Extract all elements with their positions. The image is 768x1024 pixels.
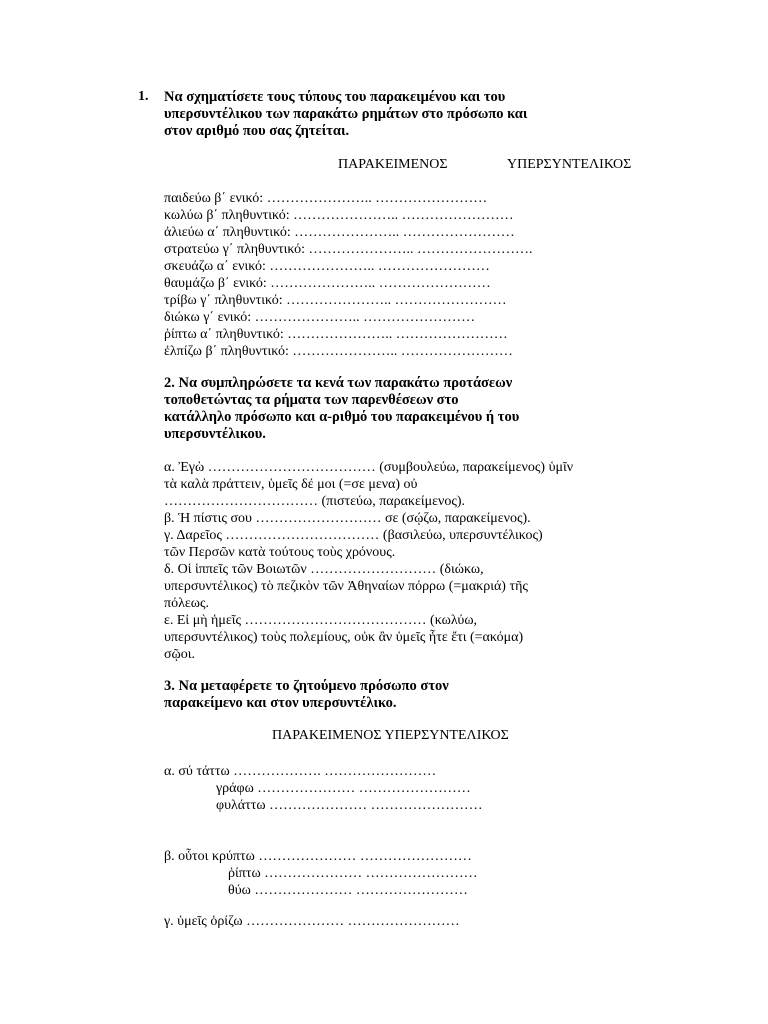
q3-a-line-3: φυλάττω ………………… …………………… (216, 798, 483, 813)
q2-text-line: …………………………… (πιστεύω, παρακείμενος). (164, 494, 466, 509)
q1-item: ῥίπτω α΄ πληθυντικό: ………………….. …………………… (164, 327, 508, 342)
q1-number: 1. (138, 89, 149, 104)
q3-b-line-2: ῥίπτω ………………… …………………… (228, 866, 478, 881)
q2-text-line: δ. Οἱ ἱππεῖς τῶν Βοιωτῶν ……………………… (διώκω, (164, 562, 484, 577)
q1-instruction-line-3: στον αριθμό που σας ζητείται. (164, 123, 350, 139)
q2-text-line: σῷοι. (164, 647, 196, 662)
q1-item: ἐλπίζω β΄ πληθυντικό: ………………….. …………………… (164, 344, 513, 359)
q1-item: τρίβω γ΄ πληθυντικό: ………………….. …………………… (164, 293, 507, 308)
q1-instruction-line-2: υπερσυντέλικου των παρακάτω ρημάτων στο πρόσωπο και (164, 106, 528, 122)
q1-item: ἀλιεύω α΄ πληθυντικό: ………………….. …………………… (164, 225, 515, 240)
q2-text-line: πόλεως. (164, 596, 209, 611)
q3-b-line-3: θύω ………………… …………………… (228, 883, 468, 898)
q2-instruction-line-4: υπερσυντέλικου. (164, 426, 266, 442)
q1-item: σκευάζω α΄ ενικό: ………………….. …………………… (164, 259, 490, 274)
q3-c-line-1: γ. ὑμεῖς ὁρίζω ………………… …………………… (164, 914, 460, 929)
q2-instruction-line-2: τοποθετώντας τα ρήματα των παρενθέσεων στο (164, 392, 459, 408)
q1-item: διώκω γ΄ ενικό: ………………….. …………………… (164, 310, 476, 325)
q1-item: κωλύω β΄ πληθυντικό: ………………….. …………………… (164, 208, 514, 223)
q2-text-line: υπερσυντέλικος) τοὺς πολεμίους, οὐκ ἂν ὑμεῖς ἦτε ἔτι (=ακόμα) (164, 630, 524, 645)
q2-text-line: γ. Δαρεῖος …………………………… (βασιλεύω, υπερσυντέλικος) (164, 528, 543, 543)
q1-item: παιδεύω β΄ ενικό: ………………….. …………………… (164, 191, 488, 206)
q3-b-line-1: β. οὗτοι κρύπτω ………………… …………………… (164, 849, 472, 864)
q1-item: θαυμάζω β΄ ενικό: ………………….. …………………… (164, 276, 491, 291)
q1-header-perfect: ΠΑΡΑΚΕΙΜΕΝΟΣ (338, 157, 448, 172)
q3-instruction-line-1: 3. Να μεταφέρετε το ζητούμενο πρόσωπο στον (164, 678, 449, 694)
q3-instruction-line-2: παρακείμενο και στον υπερσυντέλικο. (164, 695, 397, 711)
q2-instruction-line-3: κατάλληλο πρόσωπο και α-ριθμό του παρακειμένου ή του (164, 409, 520, 425)
q2-text-line: τῶν Περσῶν κατὰ τούτους τοὺς χρόνους. (164, 545, 396, 560)
q3-header: ΠΑΡΑΚΕΙΜΕΝΟΣ ΥΠΕΡΣΥΝΤΕΛΙΚΟΣ (272, 728, 509, 743)
q1-instruction-line-1: Να σχηματίσετε τους τύπους του παρακειμένου και του (164, 89, 506, 105)
q2-text-line: ε. Εἰ μὴ ἡμεῖς ………………………………… (κωλύω, (164, 613, 478, 628)
q1-item: στρατεύω γ΄ πληθυντικό: ………………….. ……………………. (164, 242, 533, 257)
q2-text-line: τὰ καλὰ πράττειν, ὑμεῖς δέ μοι (=σε μενα) οὐ (164, 477, 418, 492)
q3-a-line-1: α. σύ τάττω ………………. …………………… (164, 764, 437, 779)
q2-text-line: β. Ἡ πίστις σου ……………………… σε (σῴζω, παρακείμενος). (164, 511, 531, 526)
q2-text-line: α. Ἐγὼ ……………………………… (συμβουλεύω, παρακείμενος) ὑμῖν (164, 460, 574, 475)
q1-header-pluperfect: ΥΠΕΡΣΥΝΤΕΛΙΚΟΣ (507, 157, 632, 172)
q2-instruction-line-1: 2. Να συμπληρώσετε τα κενά των παρακάτω προτάσεων (164, 375, 513, 391)
q2-text-line: υπερσυντέλικος) τὸ πεζικὸν τῶν Ἀθηναίων πόρρω (=μακριά) τῆς (164, 579, 528, 594)
q3-a-line-2: γράφω ………………… …………………… (216, 781, 471, 796)
